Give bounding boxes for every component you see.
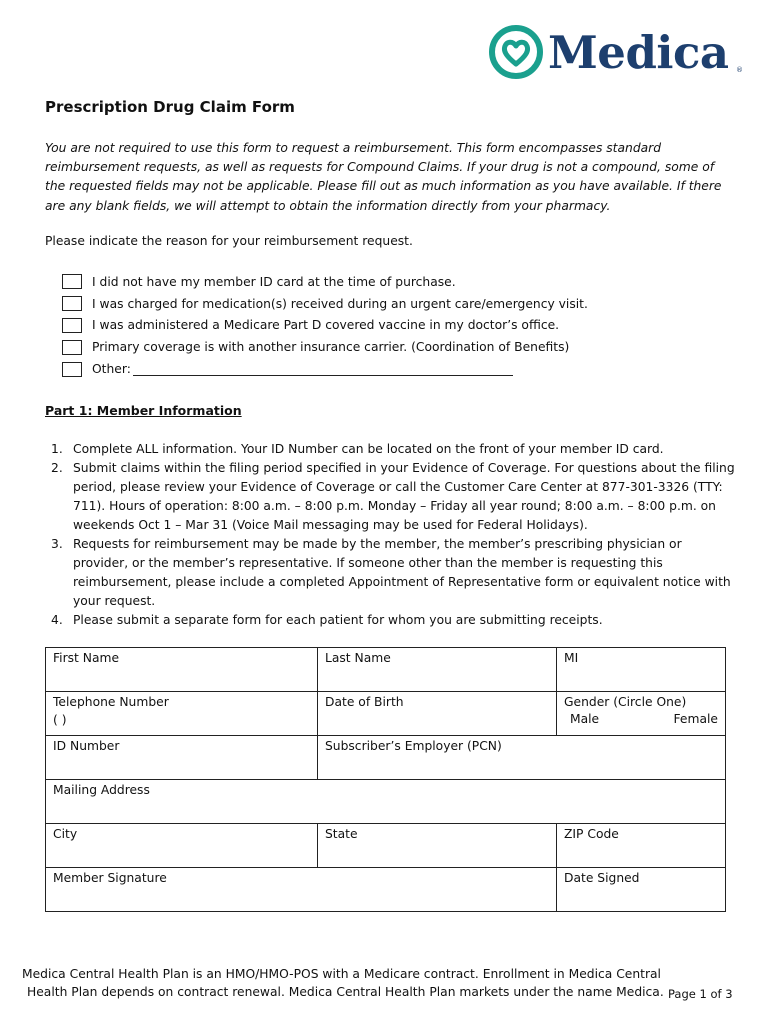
field-label: Member Signature: [53, 871, 167, 885]
gender-female-option[interactable]: Female: [673, 712, 718, 726]
field-label: Gender (Circle One): [564, 695, 687, 709]
footer-disclaimer-line1: Medica Central Health Plan is an HMO/HMO-POS with a Medicare contract. Enrollment in Medica Central: [22, 967, 661, 981]
reason-item: [62, 271, 602, 293]
section-heading: Part 1: Member Information: [45, 403, 242, 418]
field-label: Telephone Number: [53, 695, 169, 709]
instruction-item: [45, 459, 735, 535]
reason-label: I did not have my member ID card at the time of purchase.: [92, 274, 456, 289]
table-row: [46, 648, 726, 692]
instruction-number: 2.: [51, 461, 63, 475]
employer-field[interactable]: [318, 736, 726, 780]
field-label: ZIP Code: [564, 827, 619, 841]
field-label: Subscriber’s Employer (PCN): [325, 739, 502, 753]
reason-label: Primary coverage is with another insurance carrier. (Coordination of Benefits): [92, 340, 570, 355]
field-label: Date of Birth: [325, 695, 404, 709]
zip-field[interactable]: [557, 824, 726, 868]
instruction-text: Submit claims within the filing period specified in your Evidence of Coverage. For questions about the filing period, please review your Evidence of Coverage or call the Customer Care Center at 877-301-3326 (TTY: 711). Hours of operation: 8:00 a.m. – 8:00 p.m. Monday – Friday all year round; 8:00 a.m. – 8:00 p.m. on weekends Oct 1 – Mar 31 (Voice Mail messaging may be used for Federal Holidays).: [73, 461, 735, 532]
reason-item: [62, 358, 602, 380]
gender-field: [557, 692, 726, 736]
table-row: [46, 868, 726, 912]
medica-logo: [488, 24, 743, 80]
mi-field[interactable]: [557, 648, 726, 692]
instruction-item: [45, 535, 735, 611]
first-name-field[interactable]: [46, 648, 318, 692]
table-row: [46, 824, 726, 868]
instruction-number: 3.: [51, 537, 63, 551]
mailing-address-field[interactable]: [46, 780, 726, 824]
registered-mark: ®: [736, 66, 743, 74]
field-label: Mailing Address: [53, 783, 150, 797]
reason-checklist: [62, 271, 602, 380]
reason-checkbox[interactable]: [62, 318, 82, 333]
instruction-item: [45, 611, 735, 630]
instruction-text: Complete ALL information. Your ID Number can be located on the front of your member ID card.: [73, 442, 664, 456]
instruction-text: Requests for reimbursement may be made by the member, the member’s prescribing physician or provider, or the member’s representative. If someone other than the member is requesting this reimbursement, please include a completed Appointment of Representative form or equivalent notice with your request.: [73, 537, 731, 608]
reason-checkbox[interactable]: [62, 340, 82, 355]
reason-checkbox[interactable]: [62, 274, 82, 289]
reason-label: I was administered a Medicare Part D covered vaccine in my doctor’s office.: [92, 318, 560, 333]
telephone-field[interactable]: [46, 692, 318, 736]
field-label: State: [325, 827, 358, 841]
city-field[interactable]: [46, 824, 318, 868]
reason-prompt: Please indicate the reason for your reimbursement request.: [45, 234, 413, 248]
reason-checkbox[interactable]: [62, 362, 82, 377]
footer-disclaimer-line2: Health Plan depends on contract renewal. Medica Central Health Plan markets under the name Medica.: [27, 985, 664, 999]
table-row: [46, 692, 726, 736]
dob-field[interactable]: [318, 692, 557, 736]
page-number: Page 1 of 3: [668, 987, 733, 1001]
last-name-field[interactable]: [318, 648, 557, 692]
field-label: MI: [564, 651, 579, 665]
date-signed-field[interactable]: [557, 868, 726, 912]
other-reason-field[interactable]: [133, 363, 513, 376]
field-label: City: [53, 827, 78, 841]
instruction-item: [45, 440, 735, 459]
telephone-area-code: ( ): [53, 713, 67, 727]
state-field[interactable]: [318, 824, 557, 868]
reason-item: [62, 315, 602, 337]
heart-logo-icon: [488, 24, 544, 80]
intro-paragraph: You are not required to use this form to request a reimbursement. This form encompasses standard reimbursement requests, as well as requests for Compound Claims. If your drug is not a compound, some of the requested fields may not be applicable. Please fill out as much information as you have available. If there are any blank fields, we will attempt to obtain the information directly from your pharmacy.: [45, 141, 722, 213]
instruction-list: [45, 440, 735, 630]
reason-item: [62, 336, 602, 358]
gender-male-option[interactable]: Male: [570, 712, 600, 726]
brand-name: Medica: [548, 25, 729, 79]
instruction-number: 1.: [51, 442, 63, 456]
field-label: ID Number: [53, 739, 120, 753]
signature-field[interactable]: [46, 868, 557, 912]
table-row: [46, 736, 726, 780]
form-title: Prescription Drug Claim Form: [45, 98, 295, 116]
instruction-number: 4.: [51, 613, 63, 627]
reason-item: [62, 293, 602, 315]
field-label: Last Name: [325, 651, 391, 665]
id-number-field[interactable]: [46, 736, 318, 780]
reason-label: I was charged for medication(s) received during an urgent care/emergency visit.: [92, 296, 588, 311]
reason-checkbox[interactable]: [62, 296, 82, 311]
table-row: [46, 780, 726, 824]
field-label: First Name: [53, 651, 120, 665]
member-info-table: [45, 647, 726, 912]
field-label: Date Signed: [564, 871, 640, 885]
reason-label: Other:: [92, 362, 131, 377]
instruction-text: Please submit a separate form for each patient for whom you are submitting receipts.: [73, 613, 603, 627]
